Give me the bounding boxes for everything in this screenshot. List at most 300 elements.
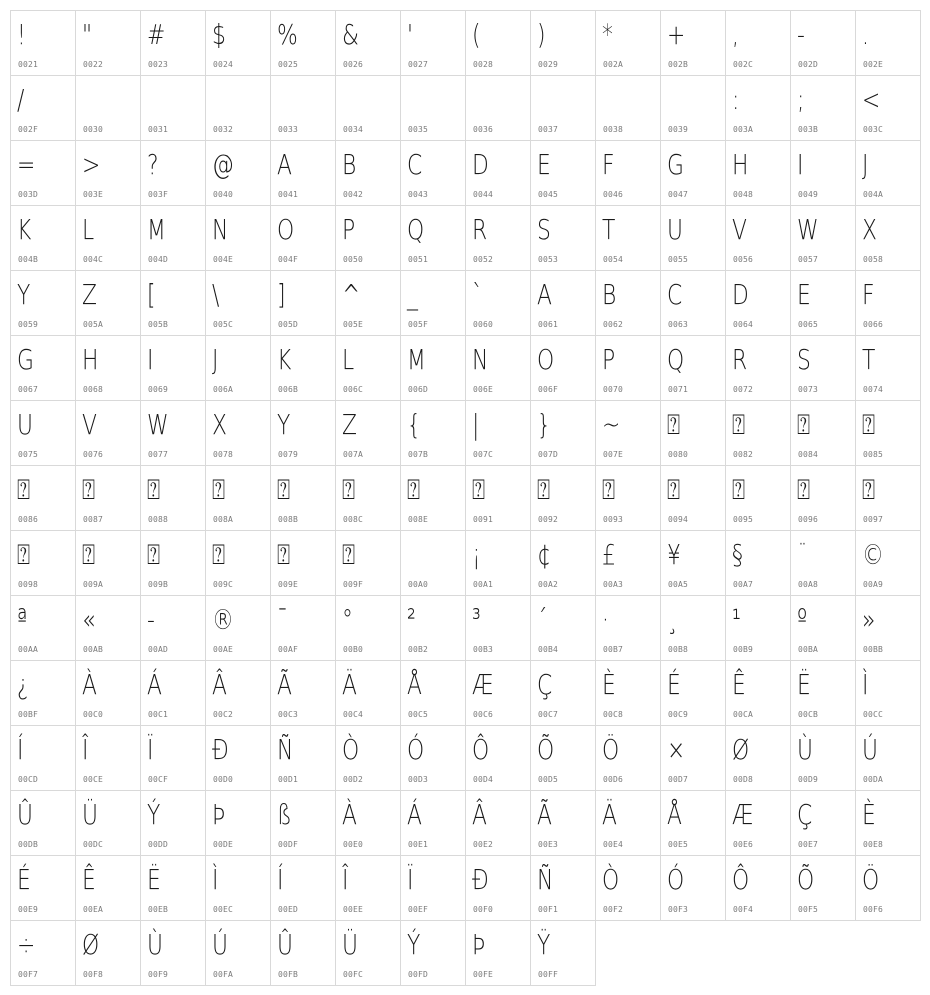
glyph-codepoint: 0064 — [733, 320, 754, 329]
glyph-codepoint: 007E — [603, 450, 624, 459]
glyph-codepoint: 00F6 — [863, 905, 884, 914]
glyph-cell — [141, 661, 206, 726]
glyph-char: F — [602, 148, 615, 181]
glyph-char: Ÿ — [537, 928, 551, 961]
glyph-codepoint: 005D — [278, 320, 299, 329]
glyph-codepoint: 0051 — [408, 255, 429, 264]
glyph-codepoint: 00C2 — [213, 710, 234, 719]
glyph-char: Ð — [472, 863, 489, 896]
glyph-cell — [336, 76, 401, 141]
glyph-char: ⍰ — [862, 408, 876, 441]
glyph-char: Â — [472, 798, 487, 831]
glyph-char: P — [602, 343, 616, 376]
glyph-cell — [206, 271, 271, 336]
glyph-char: B — [342, 148, 357, 181]
glyph-cell — [271, 596, 336, 661]
glyph-codepoint: 0039 — [668, 125, 689, 134]
glyph-codepoint: 0085 — [863, 450, 884, 459]
glyph-codepoint: 0093 — [603, 515, 624, 524]
glyph-char: ³ — [472, 603, 481, 636]
glyph-codepoint: 00FB — [278, 970, 299, 979]
glyph-cell — [596, 661, 661, 726]
glyph-cell — [76, 661, 141, 726]
glyph-cell — [661, 401, 726, 466]
glyph-char: » — [862, 603, 876, 636]
glyph-char: X — [862, 213, 877, 246]
glyph-codepoint: 00A1 — [473, 580, 494, 589]
glyph-cell — [596, 141, 661, 206]
glyph-codepoint: 00BF — [18, 710, 39, 719]
glyph-cell — [791, 726, 856, 791]
glyph-cell — [661, 11, 726, 76]
glyph-cell — [726, 726, 791, 791]
glyph-char: Ý — [407, 928, 421, 961]
glyph-cell — [531, 271, 596, 336]
glyph-codepoint: 0027 — [408, 60, 429, 69]
glyph-codepoint: 0046 — [603, 190, 624, 199]
glyph-char: Î — [82, 733, 89, 766]
glyph-codepoint: 00E4 — [603, 840, 624, 849]
glyph-codepoint: 00FE — [473, 970, 494, 979]
glyph-char: ⍰ — [862, 473, 876, 506]
glyph-cell — [791, 856, 856, 921]
glyph-char: ⍰ — [212, 473, 226, 506]
glyph-codepoint: 0065 — [798, 320, 819, 329]
glyph-codepoint: 006F — [538, 385, 559, 394]
glyph-cell — [661, 726, 726, 791]
glyph-cell — [856, 596, 921, 661]
glyph-cell — [141, 401, 206, 466]
glyph-codepoint: 002B — [668, 60, 689, 69]
glyph-char: ⍰ — [732, 408, 746, 441]
glyph-cell — [596, 336, 661, 401]
glyph-codepoint: 0095 — [733, 515, 754, 524]
glyph-char: ÷ — [17, 928, 36, 961]
glyph-codepoint: 00A0 — [408, 580, 429, 589]
glyph-char: C — [407, 148, 423, 181]
glyph-codepoint: 00E9 — [18, 905, 39, 914]
glyph-cell — [271, 11, 336, 76]
glyph-char: ⍰ — [82, 473, 96, 506]
glyph-char: Ï — [147, 733, 154, 766]
glyph-cell — [856, 336, 921, 401]
glyph-codepoint: 00C0 — [83, 710, 104, 719]
glyph-codepoint: 00A3 — [603, 580, 624, 589]
glyph-char: ~ — [602, 408, 621, 441]
glyph-codepoint: 004E — [213, 255, 234, 264]
glyph-char: Y — [17, 278, 31, 311]
glyph-cell — [661, 531, 726, 596]
glyph-codepoint: 00DD — [148, 840, 169, 849]
glyph-cell — [401, 11, 466, 76]
glyph-char: ⍰ — [17, 538, 31, 571]
glyph-cell — [531, 661, 596, 726]
glyph-codepoint: 0047 — [668, 190, 689, 199]
glyph-codepoint: 003D — [18, 190, 39, 199]
glyph-cell — [336, 271, 401, 336]
glyph-char: ⍰ — [732, 473, 746, 506]
glyph-codepoint: 0059 — [18, 320, 39, 329]
glyph-char: U — [667, 213, 683, 246]
glyph-cell — [11, 921, 76, 986]
glyph-char: Ä — [342, 668, 357, 701]
glyph-cell — [466, 466, 531, 531]
glyph-cell — [531, 141, 596, 206]
glyph-cell — [531, 791, 596, 856]
glyph-cell — [271, 921, 336, 986]
glyph-codepoint: 00EE — [343, 905, 364, 914]
glyph-codepoint: 002C — [733, 60, 754, 69]
glyph-char: ° — [342, 603, 353, 636]
glyph-cell — [661, 791, 726, 856]
glyph-cell — [466, 336, 531, 401]
glyph-cell — [596, 11, 661, 76]
glyph-char: U — [17, 408, 33, 441]
glyph-codepoint: 00AB — [83, 645, 104, 654]
glyph-char: ] — [277, 278, 286, 311]
glyph-char: ⍰ — [212, 538, 226, 571]
glyph-char: . — [862, 18, 869, 51]
glyph-cell — [596, 856, 661, 921]
glyph-char: J — [862, 148, 869, 181]
glyph-cell — [726, 271, 791, 336]
glyph-char: C — [667, 278, 683, 311]
glyph-cell — [271, 401, 336, 466]
glyph-codepoint: 00EC — [213, 905, 234, 914]
glyph-cell — [206, 661, 271, 726]
glyph-codepoint: 006A — [213, 385, 234, 394]
glyph-cell — [76, 11, 141, 76]
glyph-codepoint: 0028 — [473, 60, 494, 69]
glyph-char: E — [797, 278, 811, 311]
glyph-char: H — [82, 343, 99, 376]
glyph-cell — [11, 141, 76, 206]
glyph-char: ⍰ — [667, 473, 681, 506]
glyph-cell — [271, 726, 336, 791]
glyph-cell — [791, 336, 856, 401]
glyph-cell — [466, 921, 531, 986]
glyph-cell — [271, 206, 336, 271]
glyph-cell — [856, 11, 921, 76]
glyph-cell — [401, 661, 466, 726]
glyph-cell — [401, 206, 466, 271]
glyph-char: A — [537, 278, 552, 311]
glyph-char: F — [862, 278, 875, 311]
glyph-codepoint: 00E1 — [408, 840, 429, 849]
glyph-char: Ì — [862, 668, 869, 701]
glyph-char: Ä — [602, 798, 617, 831]
glyph-cell — [76, 921, 141, 986]
glyph-codepoint: 0035 — [408, 125, 429, 134]
glyph-cell — [531, 206, 596, 271]
glyph-codepoint: 0084 — [798, 450, 819, 459]
glyph-cell — [856, 206, 921, 271]
glyph-char: Ï — [407, 863, 414, 896]
glyph-cell — [531, 466, 596, 531]
glyph-codepoint: 0048 — [733, 190, 754, 199]
glyph-char: Á — [407, 798, 422, 831]
glyph-codepoint: 00FA — [213, 970, 234, 979]
glyph-codepoint: 002E — [863, 60, 884, 69]
glyph-cell — [596, 531, 661, 596]
glyph-char: & — [342, 18, 360, 51]
glyph-char: ! — [17, 18, 26, 51]
glyph-codepoint: 0072 — [733, 385, 754, 394]
glyph-codepoint: 0073 — [798, 385, 819, 394]
glyph-cell — [856, 401, 921, 466]
glyph-char: Q — [407, 213, 425, 246]
glyph-char: Ô — [472, 733, 490, 766]
glyph-codepoint: 00E2 — [473, 840, 494, 849]
glyph-codepoint: 0033 — [278, 125, 299, 134]
glyph-char: ¯ — [277, 603, 288, 636]
glyph-codepoint: 0058 — [863, 255, 884, 264]
glyph-cell — [141, 141, 206, 206]
glyph-cell — [11, 11, 76, 76]
glyph-cell — [336, 141, 401, 206]
glyph-cell — [141, 531, 206, 596]
glyph-codepoint: 005C — [213, 320, 234, 329]
glyph-codepoint: 0049 — [798, 190, 819, 199]
glyph-cell — [11, 336, 76, 401]
glyph-codepoint: 00EA — [83, 905, 104, 914]
glyph-codepoint: 0042 — [343, 190, 364, 199]
glyph-char: S — [797, 343, 811, 376]
glyph-char: # — [147, 18, 166, 51]
glyph-codepoint: 0057 — [798, 255, 819, 264]
glyph-codepoint: 0045 — [538, 190, 559, 199]
glyph-cell — [271, 531, 336, 596]
glyph-cell — [596, 401, 661, 466]
glyph-cell — [76, 856, 141, 921]
glyph-cell — [466, 856, 531, 921]
glyph-char: Æ — [732, 798, 754, 831]
glyph-char: W — [147, 408, 169, 441]
glyph-cell — [206, 11, 271, 76]
glyph-codepoint: 005E — [343, 320, 364, 329]
glyph-codepoint: 00B3 — [473, 645, 494, 654]
glyph-codepoint: 00D8 — [733, 775, 754, 784]
glyph-codepoint: 0068 — [83, 385, 104, 394]
glyph-char: K — [17, 213, 32, 246]
glyph-cell — [11, 401, 76, 466]
glyph-cell — [466, 206, 531, 271]
glyph-cell — [596, 466, 661, 531]
glyph-codepoint: 009F — [343, 580, 364, 589]
glyph-codepoint: 00E8 — [863, 840, 884, 849]
glyph-codepoint: 006E — [473, 385, 494, 394]
glyph-codepoint: 00CF — [148, 775, 169, 784]
glyph-cell — [336, 596, 401, 661]
glyph-char: J — [212, 343, 219, 376]
glyph-char: · — [602, 603, 609, 636]
glyph-cell — [726, 76, 791, 141]
glyph-codepoint: 008C — [343, 515, 364, 524]
glyph-char: Û — [17, 798, 33, 831]
glyph-char: Å — [667, 798, 682, 831]
glyph-codepoint: 005F — [408, 320, 429, 329]
glyph-char: £ — [602, 538, 616, 571]
glyph-cell — [791, 76, 856, 141]
glyph-codepoint: 0044 — [473, 190, 494, 199]
glyph-char: O — [277, 213, 295, 246]
glyph-char: ; — [797, 83, 805, 116]
glyph-cell — [726, 856, 791, 921]
glyph-char: À — [342, 798, 357, 831]
glyph-cell — [791, 271, 856, 336]
glyph-cell — [76, 336, 141, 401]
glyph-char: @ — [212, 148, 234, 181]
glyph-codepoint: 00E0 — [343, 840, 364, 849]
glyph-codepoint: 00D2 — [343, 775, 364, 784]
glyph-char: ⍰ — [537, 473, 551, 506]
glyph-codepoint: 0040 — [213, 190, 234, 199]
glyph-cell — [466, 271, 531, 336]
glyph-codepoint: 0078 — [213, 450, 234, 459]
glyph-codepoint: 0067 — [18, 385, 39, 394]
glyph-codepoint: 0025 — [278, 60, 299, 69]
glyph-char: T — [862, 343, 876, 376]
glyph-cell — [466, 726, 531, 791]
glyph-codepoint: 0091 — [473, 515, 494, 524]
glyph-char: Ý — [147, 798, 161, 831]
glyph-char: N — [472, 343, 489, 376]
glyph-codepoint: 0069 — [148, 385, 169, 394]
glyph-codepoint: 007D — [538, 450, 559, 459]
glyph-cell — [791, 791, 856, 856]
glyph-codepoint: 0041 — [278, 190, 299, 199]
glyph-cell — [401, 921, 466, 986]
glyph-char: G — [667, 148, 684, 181]
glyph-char: ⍰ — [342, 473, 356, 506]
glyph-cell — [401, 271, 466, 336]
glyph-cell — [791, 466, 856, 531]
glyph-cell — [856, 791, 921, 856]
glyph-codepoint: 0086 — [18, 515, 39, 524]
glyph-char: ? — [147, 148, 159, 181]
glyph-char: Ì — [212, 863, 219, 896]
glyph-codepoint: 003C — [863, 125, 884, 134]
glyph-char: É — [17, 863, 31, 896]
glyph-cell — [856, 531, 921, 596]
glyph-char: = — [17, 148, 36, 181]
glyph-cell — [596, 726, 661, 791]
glyph-cell — [596, 271, 661, 336]
glyph-codepoint: 0087 — [83, 515, 104, 524]
glyph-char: < — [862, 83, 881, 116]
glyph-cell — [401, 791, 466, 856]
glyph-codepoint: 00B8 — [668, 645, 689, 654]
glyph-cell — [76, 206, 141, 271]
glyph-codepoint: 00C8 — [603, 710, 624, 719]
glyph-char: × — [667, 733, 686, 766]
glyph-codepoint: 00A8 — [798, 580, 819, 589]
glyph-char: X — [212, 408, 227, 441]
glyph-char: ⍰ — [147, 538, 161, 571]
glyph-cell — [661, 206, 726, 271]
glyph-char: L — [342, 343, 355, 376]
glyph-codepoint: 00DB — [18, 840, 39, 849]
glyph-char: O — [537, 343, 555, 376]
glyph-char: - — [147, 603, 155, 636]
glyph-char: * — [602, 18, 613, 51]
glyph-codepoint: 003F — [148, 190, 169, 199]
glyph-codepoint: 00AF — [278, 645, 299, 654]
glyph-cell — [401, 596, 466, 661]
glyph-cell — [791, 661, 856, 726]
glyph-codepoint: 0074 — [863, 385, 884, 394]
glyph-cell — [401, 336, 466, 401]
glyph-cell — [791, 11, 856, 76]
glyph-char: V — [82, 408, 97, 441]
glyph-char: Ú — [212, 928, 228, 961]
glyph-codepoint: 00D4 — [473, 775, 494, 784]
glyph-codepoint: 0021 — [18, 60, 39, 69]
glyph-cell — [726, 11, 791, 76]
glyph-codepoint: 00E6 — [733, 840, 754, 849]
glyph-cell — [531, 401, 596, 466]
glyph-char: Þ — [212, 798, 226, 831]
glyph-cell — [401, 141, 466, 206]
glyph-codepoint: 0097 — [863, 515, 884, 524]
glyph-cell — [271, 336, 336, 401]
glyph-codepoint: 00A7 — [733, 580, 754, 589]
glyph-char: ) — [537, 18, 546, 51]
glyph-char: Í — [17, 733, 24, 766]
glyph-cell — [466, 596, 531, 661]
glyph-codepoint: 00E7 — [798, 840, 819, 849]
glyph-codepoint: 004B — [18, 255, 39, 264]
glyph-char: : — [732, 83, 740, 116]
glyph-cell — [76, 791, 141, 856]
glyph-char: ¥ — [667, 538, 681, 571]
glyph-cell — [271, 466, 336, 531]
glyph-char: ⍰ — [17, 473, 31, 506]
glyph-codepoint: 00B4 — [538, 645, 559, 654]
glyph-cell — [206, 401, 271, 466]
glyph-cell — [76, 466, 141, 531]
glyph-cell — [141, 76, 206, 141]
glyph-char: Ò — [602, 863, 620, 896]
glyph-char: , — [732, 18, 739, 51]
glyph-char: Õ — [797, 863, 815, 896]
glyph-char: H — [732, 148, 749, 181]
glyph-char: A — [277, 148, 292, 181]
glyph-codepoint: 0038 — [603, 125, 624, 134]
glyph-char: " — [82, 18, 93, 51]
glyph-codepoint: 0024 — [213, 60, 234, 69]
glyph-cell — [206, 336, 271, 401]
glyph-cell — [141, 11, 206, 76]
glyph-char: Ñ — [277, 733, 294, 766]
glyph-char: ⍰ — [277, 538, 291, 571]
glyph-char: Ù — [797, 733, 813, 766]
glyph-char: º — [797, 603, 808, 636]
glyph-codepoint: 0082 — [733, 450, 754, 459]
glyph-char: ² — [407, 603, 416, 636]
glyph-codepoint: 003B — [798, 125, 819, 134]
glyph-char: D — [472, 148, 489, 181]
glyph-char: Ç — [537, 668, 553, 701]
glyph-char: K — [277, 343, 292, 376]
glyph-cell — [401, 401, 466, 466]
glyph-cell — [531, 76, 596, 141]
glyph-codepoint: 00C6 — [473, 710, 494, 719]
glyph-codepoint: 00FD — [408, 970, 429, 979]
glyph-codepoint: 00DE — [213, 840, 234, 849]
glyph-codepoint: 0055 — [668, 255, 689, 264]
glyph-cell — [791, 531, 856, 596]
